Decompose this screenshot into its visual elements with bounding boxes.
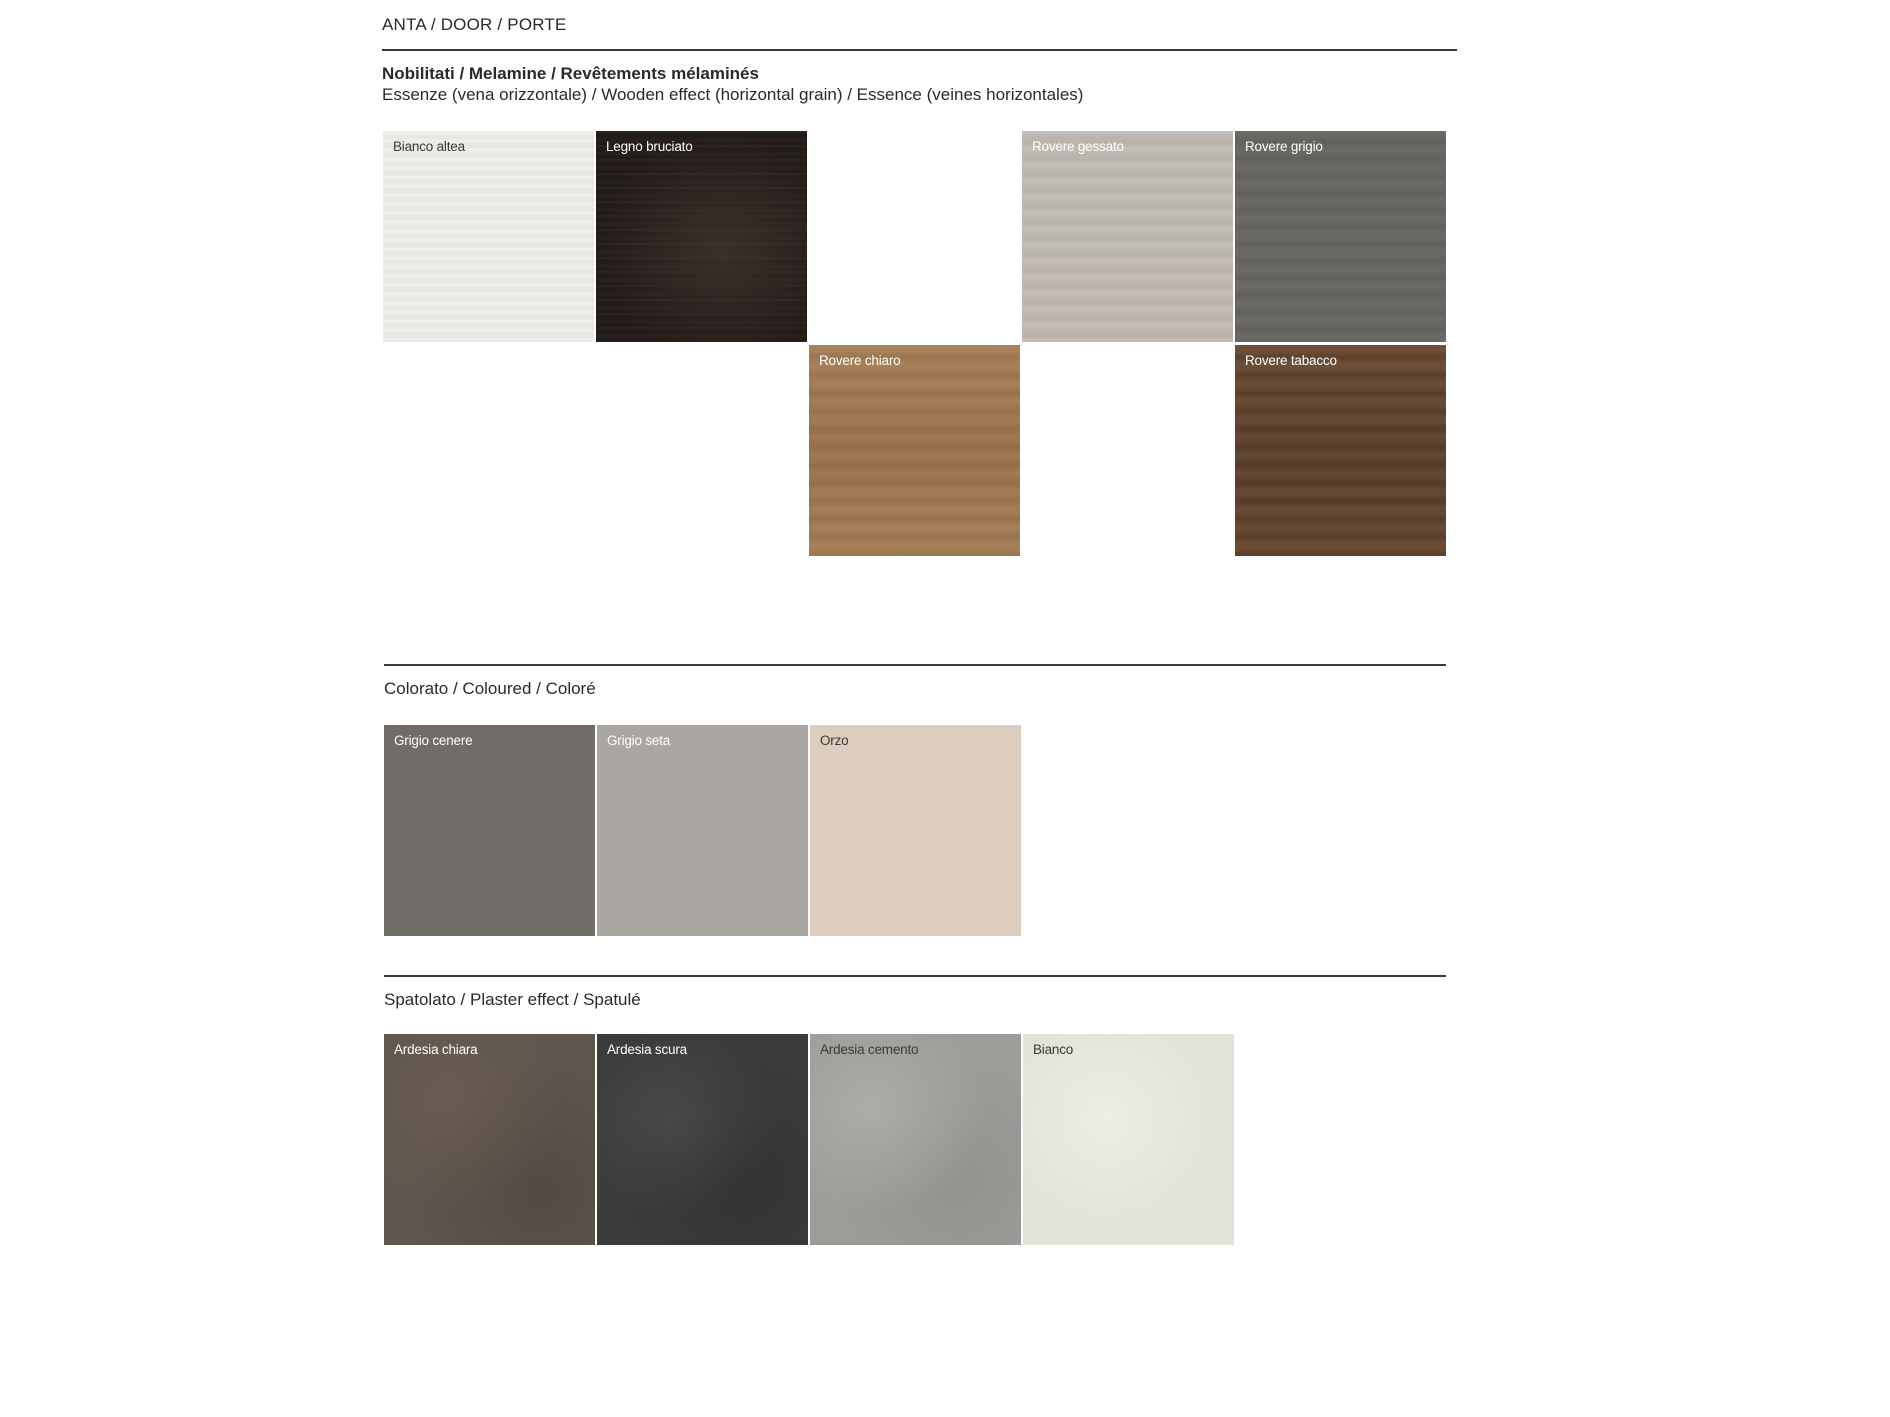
page-title: ANTA / DOOR / PORTE <box>382 15 567 34</box>
swatch-label: Orzo <box>820 733 849 748</box>
swatch-label: Ardesia chiara <box>394 1042 478 1057</box>
swatch-label: Ardesia cemento <box>820 1042 919 1057</box>
swatch-bianco-altea[interactable] <box>383 131 594 342</box>
swatch-label: Rovere tabacco <box>1245 353 1337 368</box>
plaster-divider <box>384 975 1446 977</box>
header-divider <box>382 49 1457 51</box>
coloured-divider <box>384 664 1446 666</box>
swatch-ardesia-chiara[interactable] <box>384 1034 595 1245</box>
swatch-ardesia-cemento[interactable] <box>810 1034 1021 1245</box>
swatch-label: Ardesia scura <box>607 1042 687 1057</box>
swatch-ardesia-scura[interactable] <box>597 1034 808 1245</box>
swatch-label: Bianco altea <box>393 139 465 154</box>
swatch-label: Grigio seta <box>607 733 671 748</box>
swatch-bianco[interactable] <box>1023 1034 1234 1245</box>
swatch-grigio-seta[interactable] <box>597 725 808 936</box>
swatch-label: Legno bruciato <box>606 139 693 154</box>
melamine-section-subtitle: Essenze (vena orizzontale) / Wooden effect (horizontal grain) / Essence (veines horizontales) <box>382 85 1084 104</box>
swatch-label: Rovere chiaro <box>819 353 901 368</box>
melamine-section-title: Nobilitati / Melamine / Revêtements mélaminés <box>382 64 759 83</box>
swatch-rovere-gessato[interactable] <box>1022 131 1233 342</box>
swatch-label: Rovere grigio <box>1245 139 1323 154</box>
swatch-rovere-tabacco[interactable] <box>1235 345 1446 556</box>
swatch-rovere-grigio[interactable] <box>1235 131 1446 342</box>
coloured-section-title: Colorato / Coloured / Coloré <box>384 679 596 698</box>
swatch-label: Grigio cenere <box>394 733 473 748</box>
swatch-orzo[interactable] <box>810 725 1021 936</box>
swatch-grigio-cenere[interactable] <box>384 725 595 936</box>
swatch-rovere-chiaro[interactable] <box>809 345 1020 556</box>
swatch-legno-bruciato[interactable] <box>596 131 807 342</box>
swatch-label: Bianco <box>1033 1042 1074 1057</box>
plaster-section-title: Spatolato / Plaster effect / Spatulé <box>384 990 641 1009</box>
swatch-label: Rovere gessato <box>1032 139 1124 154</box>
